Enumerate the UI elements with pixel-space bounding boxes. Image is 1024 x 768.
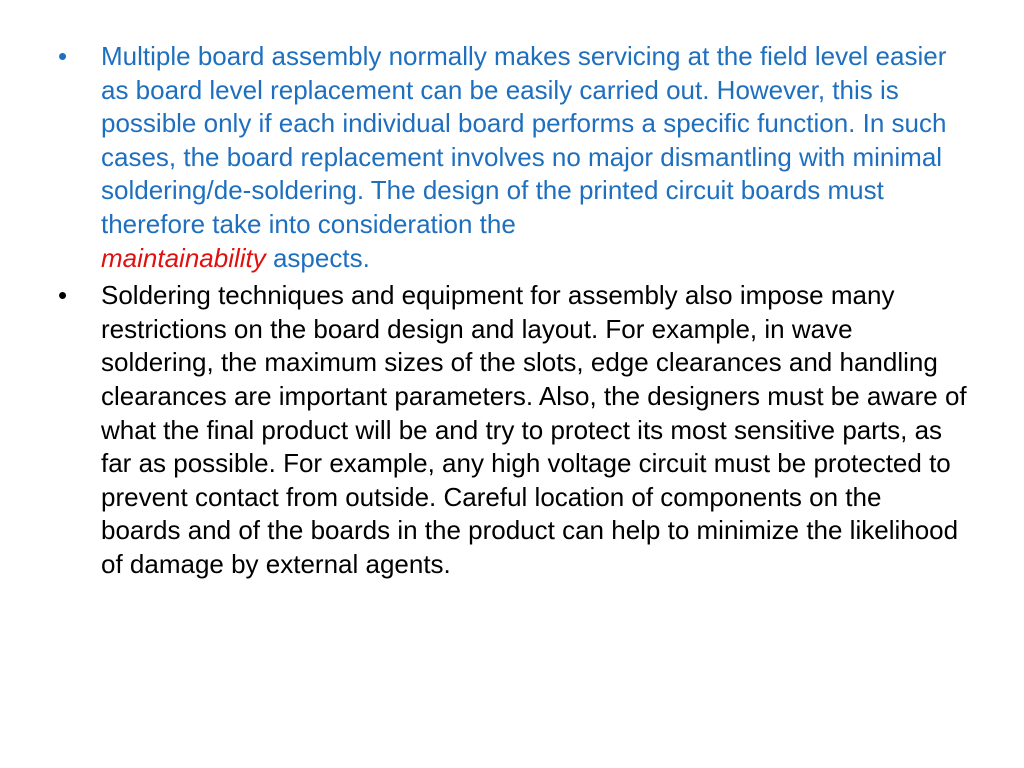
bullet-marker: •	[58, 41, 68, 71]
bullet-list	[58, 40, 968, 586]
bullet-item-maintainability	[58, 40, 968, 275]
bullet-text: Multiple board assembly normally makes servicing at the field level easier as board level replacement can be easily carried out. However, this is possible only if each individual board performs a specific function. In such cases, the board replacement involves no major dismantling with minimal soldering/de-soldering. The design of the printed circuit boards must therefore take into consideration the	[101, 41, 947, 239]
bullet-marker: •	[58, 280, 68, 311]
bullet-text: Soldering techniques and equipment for assembly also impose many restrictions on the board design and layout. For example, in wave soldering, the maximum sizes of the slots, edge clearances and handling clearances are important parameters. Also, the designers must be aware of what the final product will be and try to protect its most sensitive parts, as far as possible. For example, any high voltage circuit must be protected to prevent contact from outside. Careful location of components on the boards and of the boards in the product can help to minimize the likelihood of damage by external agents.	[101, 280, 967, 579]
bullet-text-tail: aspects.	[265, 242, 370, 273]
bullet-item-soldering	[58, 279, 968, 581]
emphasis-maintainability: maintainability	[101, 242, 266, 273]
